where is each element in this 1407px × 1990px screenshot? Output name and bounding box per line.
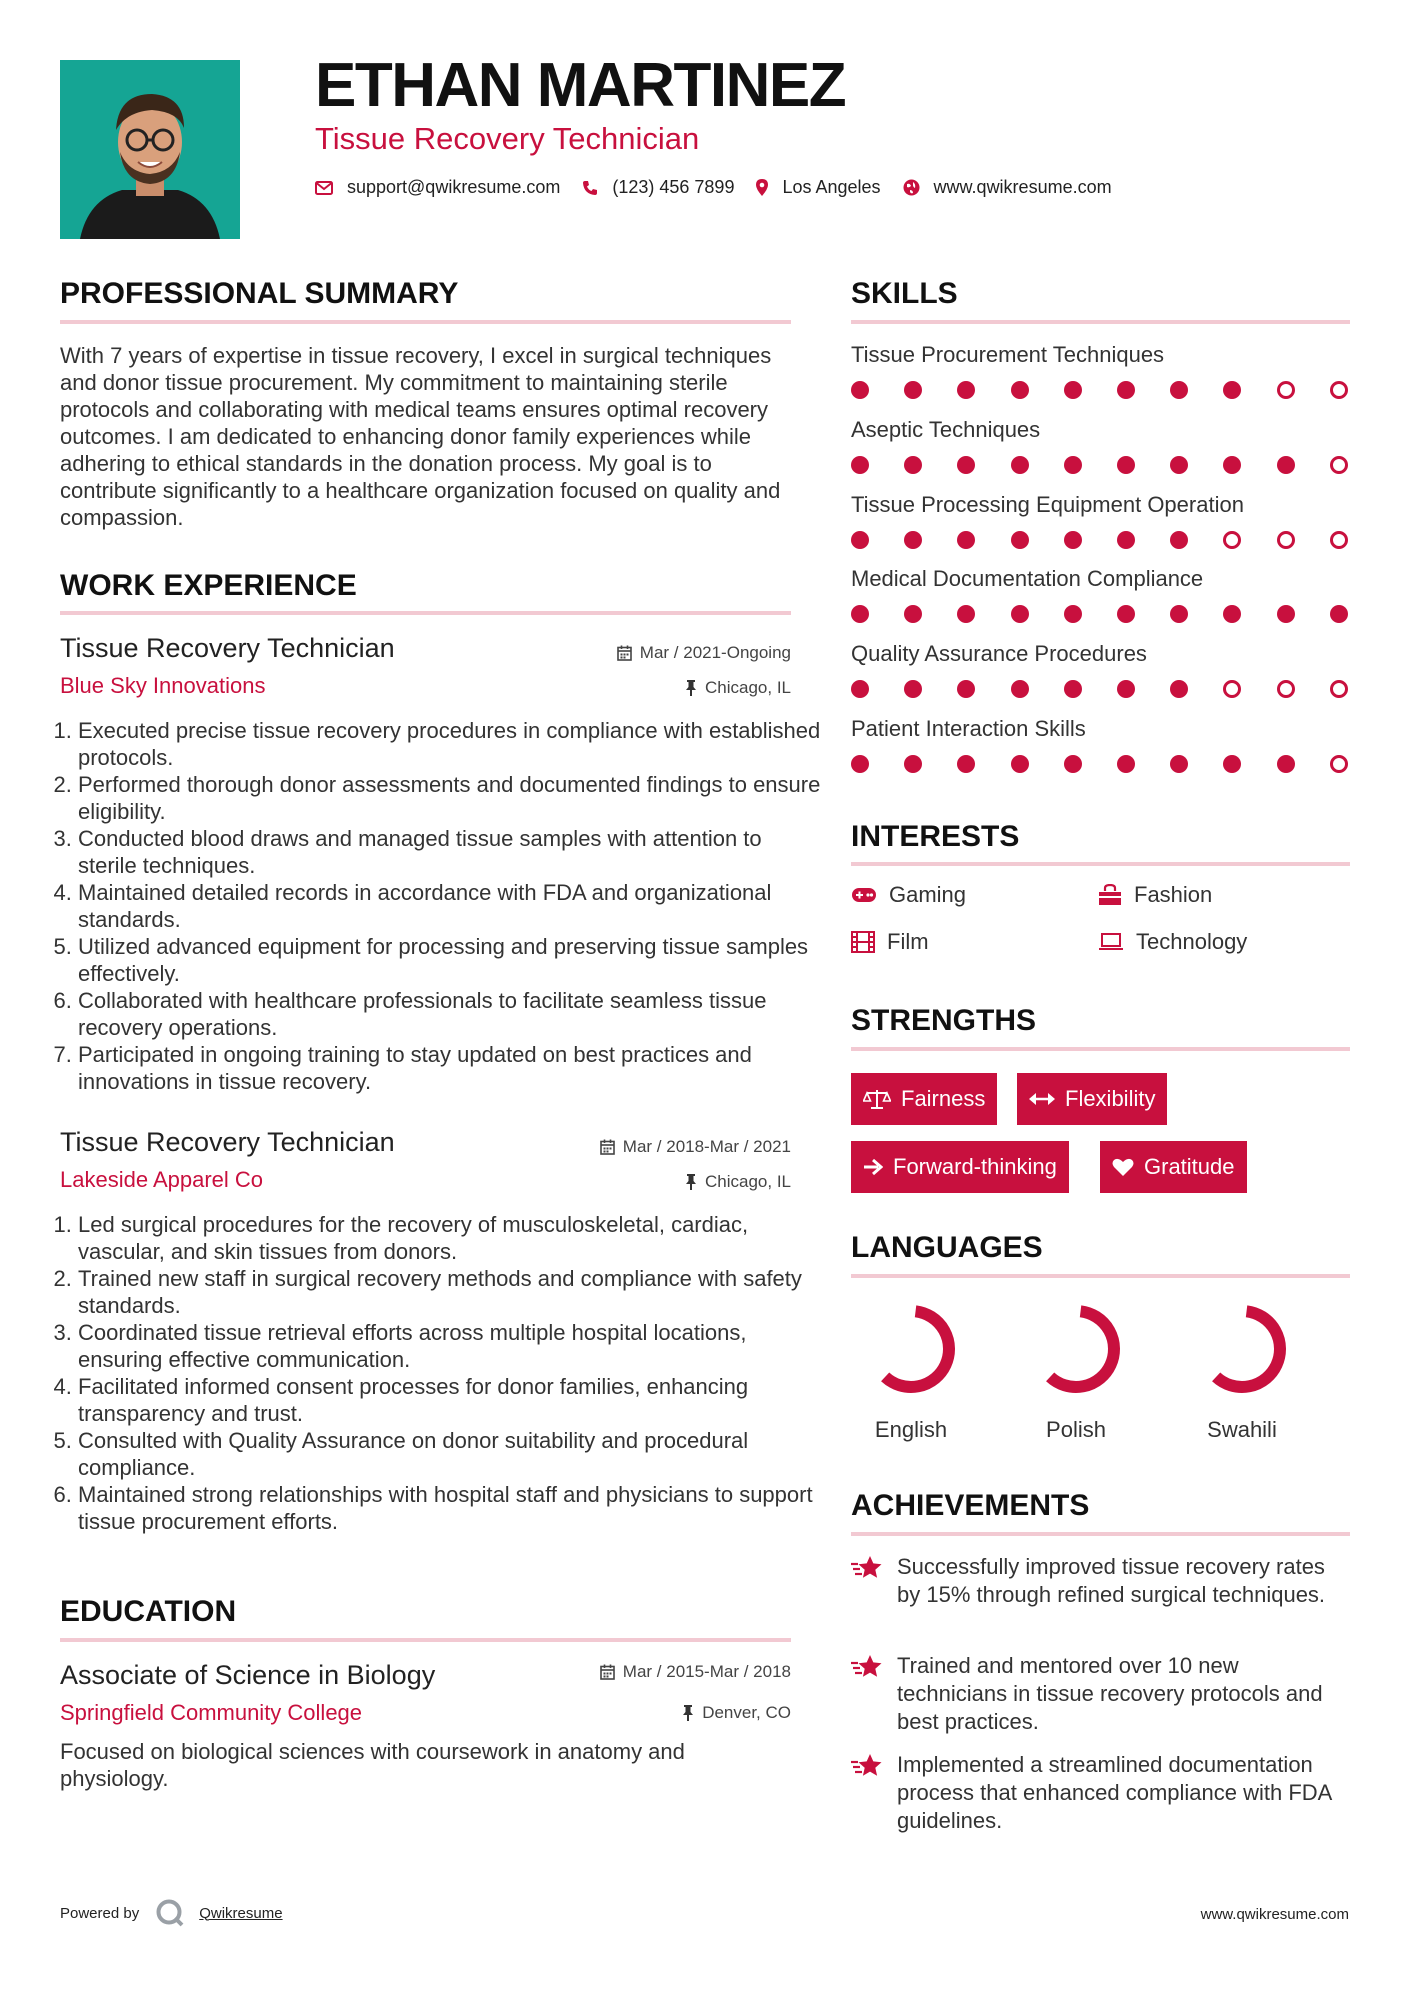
language-level-arc xyxy=(1050,1311,1114,1387)
skill-dot-filled xyxy=(1170,680,1188,698)
skill-dot-filled xyxy=(1117,456,1135,474)
achievement-text: Successfully improved tissue recovery rates by 15% through refined surgical techniques. xyxy=(897,1554,1326,1607)
strength-label: Gratitude xyxy=(1144,1154,1235,1179)
strength-tag xyxy=(1100,1141,1247,1193)
strength-tag xyxy=(1017,1073,1167,1125)
skill-dot-filled xyxy=(1170,531,1188,549)
skill-dot-filled xyxy=(904,755,922,773)
skill-dot-filled xyxy=(904,381,922,399)
language-name: English xyxy=(874,1417,948,1442)
skill-dot-filled xyxy=(1170,605,1188,623)
interest-film xyxy=(851,929,929,955)
skill-rating xyxy=(851,605,1350,625)
skill-dot-filled xyxy=(1064,605,1082,623)
language-item xyxy=(846,1299,976,1443)
skill-dot-filled xyxy=(1170,755,1188,773)
skill-dot-filled xyxy=(1223,381,1241,399)
powered-by-text: Powered by xyxy=(60,1904,140,1922)
skill-dot-filled xyxy=(1223,755,1241,773)
pushpin-icon xyxy=(685,1174,697,1190)
profile-photo xyxy=(60,60,240,239)
duty-item: 5. Consulted with Quality Assurance on donor suitability and procedural compliance. xyxy=(78,1427,823,1481)
skill-dot-filled xyxy=(851,456,869,474)
skill-name: Quality Assurance Procedures xyxy=(851,641,1147,666)
qwikresume-logo-icon xyxy=(155,1898,185,1928)
skill-dot-filled xyxy=(957,605,975,623)
strength-label: Flexibility xyxy=(1065,1086,1156,1111)
language-level-ring xyxy=(861,1299,961,1399)
duty-item: 1. Executed precise tissue recovery procedures in compliance with established protocols. xyxy=(78,717,823,771)
skill-dot-filled xyxy=(1064,531,1082,549)
skill-dot-empty xyxy=(1277,680,1295,698)
skill-rating xyxy=(851,680,1350,700)
skill-dot-empty xyxy=(1223,680,1241,698)
job-dates xyxy=(617,643,791,663)
job-location-text: Chicago, IL xyxy=(705,1172,791,1191)
achievements-divider xyxy=(851,1532,1350,1536)
education-location-text: Denver, CO xyxy=(702,1703,791,1722)
website-text: www.qwikresume.com xyxy=(933,177,1112,197)
laptop-icon xyxy=(1098,932,1124,952)
skill-dot-filled xyxy=(1064,755,1082,773)
film-icon xyxy=(851,931,875,953)
skill-dot-empty xyxy=(1330,381,1348,399)
language-item xyxy=(1177,1299,1307,1443)
achievements-heading: ACHIEVEMENTS xyxy=(851,1489,1090,1522)
interest-gaming xyxy=(851,882,966,908)
globe-icon xyxy=(903,179,920,196)
summary-divider xyxy=(60,320,791,324)
job-location-text: Chicago, IL xyxy=(705,678,791,697)
phone-text: (123) 456 7899 xyxy=(612,177,735,197)
degree-title: Associate of Science in Biology xyxy=(60,1660,436,1690)
calendar-icon xyxy=(600,1139,615,1155)
duty-item: 1. Led surgical procedures for the recovery of musculoskeletal, cardiac, vascular, and skin tissues from donors. xyxy=(78,1211,823,1265)
skill-dot-filled xyxy=(851,755,869,773)
skill-dot-filled xyxy=(1011,456,1029,474)
skill-dot-filled xyxy=(1011,605,1029,623)
heart-icon xyxy=(1112,1157,1134,1177)
skill-dot-filled xyxy=(1223,605,1241,623)
job-dates xyxy=(600,1137,791,1157)
duty-item: 6. Maintained strong relationships with hospital staff and physicians to support tissue procurement efforts. xyxy=(78,1481,823,1535)
arrow-right-icon xyxy=(863,1158,883,1176)
duty-item: 3. Conducted blood draws and managed tissue samples with attention to sterile techniques. xyxy=(78,825,823,879)
shopping-bag-icon xyxy=(1098,884,1122,906)
interest-label: Fashion xyxy=(1134,882,1213,907)
duty-item: 6. Collaborated with healthcare professionals to facilitate seamless tissue recovery operations. xyxy=(78,987,823,1041)
education-dates xyxy=(600,1662,791,1682)
skill-dot-filled xyxy=(851,680,869,698)
phone-icon xyxy=(582,180,598,196)
job-dates-text: Mar / 2018-Mar / 2021 xyxy=(622,1137,791,1156)
strengths-divider xyxy=(851,1047,1350,1051)
arrows-horizontal-icon xyxy=(1029,1092,1055,1106)
interest-label: Gaming xyxy=(889,882,967,907)
skill-dot-empty xyxy=(1277,381,1295,399)
achievement-text: Trained and mentored over 10 new technicians in tissue recovery protocols and best practices. xyxy=(897,1653,1323,1734)
school-name: Springfield Community College xyxy=(60,1700,363,1725)
pushpin-icon xyxy=(685,680,697,696)
location-text: Los Angeles xyxy=(782,177,881,197)
job-location xyxy=(685,678,791,698)
skill-dot-filled xyxy=(1011,531,1029,549)
candidate-name: ETHAN MARTINEZ xyxy=(315,51,846,120)
job-dates-text: Mar / 2021-Ongoing xyxy=(639,643,791,662)
duty-list xyxy=(56,717,823,1095)
skill-name: Aseptic Techniques xyxy=(851,417,1041,442)
interest-fashion xyxy=(1098,882,1212,908)
skill-dot-filled xyxy=(904,531,922,549)
skill-dot-filled xyxy=(1117,680,1135,698)
skill-dot-filled xyxy=(851,531,869,549)
skill-dot-filled xyxy=(1117,381,1135,399)
duty-item: 4. Facilitated informed consent processes for donor families, enhancing transparency and trust. xyxy=(78,1373,823,1427)
skill-dot-filled xyxy=(1064,456,1082,474)
strength-label: Forward-thinking xyxy=(893,1154,1057,1179)
education-description: Focused on biological sciences with coursework in anatomy and physiology. xyxy=(60,1739,685,1791)
calendar-icon xyxy=(617,645,632,661)
skill-dot-filled xyxy=(1064,381,1082,399)
language-name: Swahili xyxy=(1207,1417,1277,1442)
interest-label: Technology xyxy=(1136,929,1248,954)
envelope-icon xyxy=(315,181,333,195)
star-award-icon xyxy=(851,1753,883,1779)
job-title: Tissue Recovery Technician xyxy=(60,633,395,663)
duty-item: 2. Performed thorough donor assessments and documented findings to ensure eligibility. xyxy=(78,771,823,825)
footer-url[interactable]: www.qwikresume.com xyxy=(1200,1906,1349,1923)
skill-dot-filled xyxy=(1330,605,1348,623)
skill-dot-filled xyxy=(1011,755,1029,773)
duty-item: 5. Utilized advanced equipment for processing and preserving tissue samples effectively. xyxy=(78,933,823,987)
skill-dot-filled xyxy=(1277,755,1295,773)
contact-bar xyxy=(315,177,1134,198)
skill-name: Tissue Processing Equipment Operation xyxy=(851,492,1244,517)
skill-dot-filled xyxy=(1011,680,1029,698)
skill-rating xyxy=(851,755,1350,775)
job-title: Tissue Recovery Technician xyxy=(60,1127,395,1157)
strengths-heading: STRENGTHS xyxy=(851,1004,1037,1037)
skill-dot-filled xyxy=(904,680,922,698)
job-location xyxy=(685,1172,791,1192)
achievement-item xyxy=(851,1553,1351,1609)
education-heading: EDUCATION xyxy=(60,1595,237,1628)
skill-dot-empty xyxy=(1223,531,1241,549)
skill-name: Tissue Procurement Techniques xyxy=(851,342,1165,367)
skill-name: Patient Interaction Skills xyxy=(851,716,1086,741)
achievement-item xyxy=(851,1751,1351,1835)
achievement-item xyxy=(851,1652,1351,1736)
summary-heading: PROFESSIONAL SUMMARY xyxy=(60,277,459,310)
candidate-title: Tissue Recovery Technician xyxy=(315,121,700,156)
map-pin-icon xyxy=(756,179,768,196)
strength-tag xyxy=(851,1141,1069,1193)
language-level-arc xyxy=(885,1311,949,1387)
skill-dot-filled xyxy=(1011,381,1029,399)
contact-email[interactable] xyxy=(315,177,560,198)
skill-dot-filled xyxy=(1170,381,1188,399)
skill-dot-empty xyxy=(1330,456,1348,474)
skill-dot-empty xyxy=(1330,755,1348,773)
skill-dot-empty xyxy=(1277,531,1295,549)
language-level-ring xyxy=(1026,1299,1126,1399)
qwikresume-link[interactable]: Qwikresume xyxy=(199,1904,283,1922)
education-divider xyxy=(60,1638,791,1642)
achievement-text: Implemented a streamlined documentation process that enhanced compliance with FDA guidelines. xyxy=(897,1752,1332,1833)
skill-dot-empty xyxy=(1330,531,1348,549)
skill-dot-filled xyxy=(1223,456,1241,474)
skill-dot-filled xyxy=(1064,680,1082,698)
person-portrait-icon xyxy=(60,60,240,239)
duty-item: 7. Participated in ongoing training to stay updated on best practices and innovations in tissue recovery. xyxy=(78,1041,823,1095)
skills-heading: SKILLS xyxy=(851,277,958,310)
languages-heading: LANGUAGES xyxy=(851,1231,1043,1264)
skills-divider xyxy=(851,320,1350,324)
skill-dot-filled xyxy=(1117,531,1135,549)
summary-text: With 7 years of expertise in tissue recovery, I excel in surgical techniques and donor tissue procurement. My commitment to maintaining sterile protocols and collaborating with medical teams ensures optimal recovery outcomes. I am dedicated to enhancing donor family experiences while adhering to ethical standards in the donation process. My goal is to contribute significantly to a healthcare organization focused on quality and compassion. xyxy=(60,343,781,530)
contact-website[interactable] xyxy=(903,177,1112,198)
skill-rating xyxy=(851,381,1350,401)
interest-label: Film xyxy=(887,929,929,954)
company-name: Blue Sky Innovations xyxy=(60,673,266,698)
skill-dot-filled xyxy=(957,456,975,474)
calendar-icon xyxy=(600,1664,615,1680)
education-dates-text: Mar / 2015-Mar / 2018 xyxy=(622,1662,791,1681)
skill-name: Medical Documentation Compliance xyxy=(851,566,1204,591)
skill-dot-filled xyxy=(851,381,869,399)
footer-branding xyxy=(60,1898,283,1928)
experience-heading: WORK EXPERIENCE xyxy=(60,569,357,602)
education-location xyxy=(682,1703,791,1723)
skill-dot-filled xyxy=(904,605,922,623)
duty-item: 2. Trained new staff in surgical recovery methods and compliance with safety standards. xyxy=(78,1265,823,1319)
duty-list xyxy=(56,1211,823,1535)
language-level-ring xyxy=(1192,1299,1292,1399)
pushpin-icon xyxy=(682,1705,694,1721)
language-name: Polish xyxy=(1046,1417,1106,1442)
skill-dot-filled xyxy=(1117,605,1135,623)
skill-dot-filled xyxy=(904,456,922,474)
skill-dot-filled xyxy=(1117,755,1135,773)
languages-divider xyxy=(851,1274,1350,1278)
skill-dot-empty xyxy=(1330,680,1348,698)
language-level-arc xyxy=(1216,1311,1280,1387)
email-text: support@qwikresume.com xyxy=(347,177,561,197)
skill-rating xyxy=(851,531,1350,551)
skill-dot-filled xyxy=(1277,456,1295,474)
contact-location xyxy=(756,177,880,198)
duty-item: 3. Coordinated tissue retrieval efforts across multiple hospital locations, ensuring effective communication. xyxy=(78,1319,823,1373)
gamepad-icon xyxy=(851,887,877,903)
contact-phone[interactable] xyxy=(582,177,734,198)
skill-dot-filled xyxy=(1170,456,1188,474)
experience-divider xyxy=(60,611,791,615)
strength-label: Fairness xyxy=(901,1086,986,1111)
skill-rating xyxy=(851,456,1350,476)
star-award-icon xyxy=(851,1654,883,1680)
interests-divider xyxy=(851,862,1350,866)
skill-dot-filled xyxy=(851,605,869,623)
skill-dot-filled xyxy=(957,680,975,698)
interests-heading: INTERESTS xyxy=(851,820,1020,853)
skill-dot-filled xyxy=(957,531,975,549)
skill-dot-filled xyxy=(957,755,975,773)
duty-item: 4. Maintained detailed records in accordance with FDA and organizational standards. xyxy=(78,879,823,933)
skill-dot-filled xyxy=(1277,605,1295,623)
strength-tag xyxy=(851,1073,997,1125)
language-item xyxy=(1011,1299,1141,1443)
company-name: Lakeside Apparel Co xyxy=(60,1167,264,1192)
scale-icon xyxy=(863,1088,891,1110)
skill-dot-filled xyxy=(957,381,975,399)
star-award-icon xyxy=(851,1555,883,1581)
interest-technology xyxy=(1098,929,1247,955)
